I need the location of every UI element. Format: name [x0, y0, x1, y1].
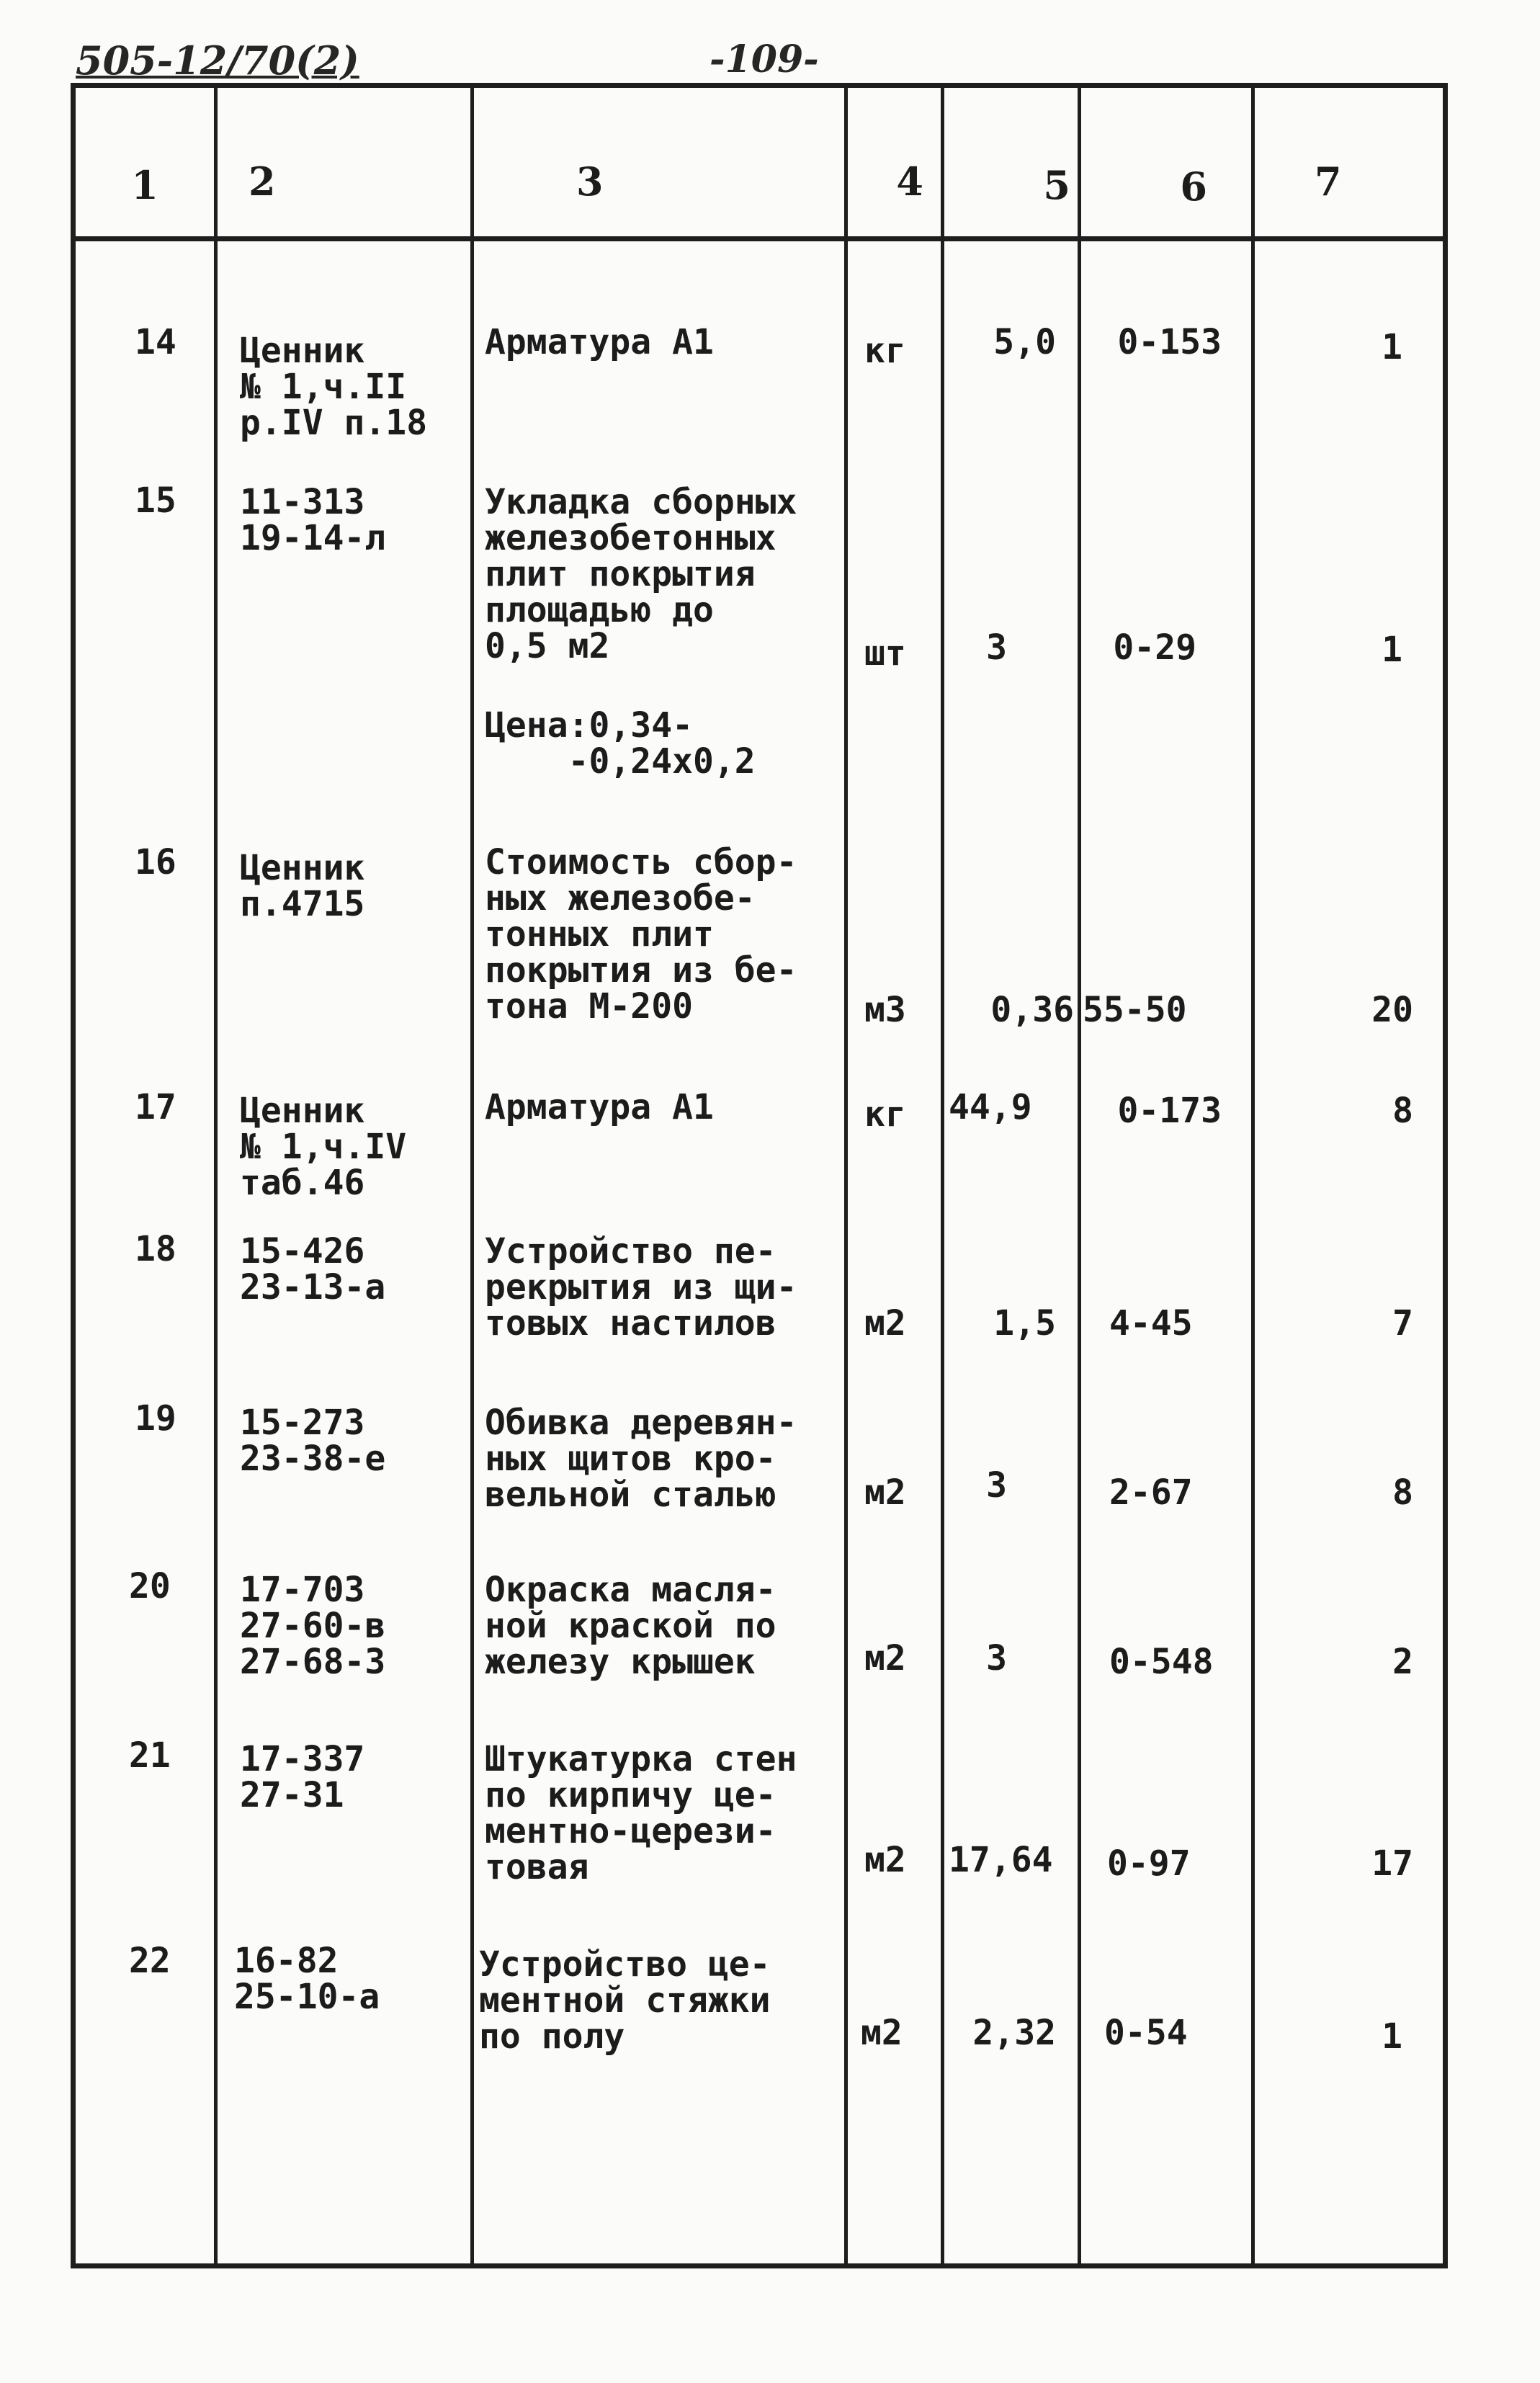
row-21-ref: 17-337 27-31	[240, 1739, 365, 1815]
row-18-price: 4-45	[1109, 1303, 1193, 1343]
row-19-qty: 3	[986, 1465, 1007, 1506]
estimate-table	[71, 83, 1448, 2268]
row-17-qty: 44,9	[949, 1087, 1032, 1127]
row-20-desc: Окраска масля- ной краской по железу крышек	[485, 1570, 776, 1682]
row-15-ref: 11-313 19-14-л	[240, 482, 386, 558]
row-15-desc: Укладка сборных железобетонных плит покрытия площадью до 0,5 м2	[485, 482, 797, 666]
row-22-unit: м2	[861, 2013, 903, 2053]
row-16-cost: 20	[1371, 990, 1413, 1030]
row-16-qty: 0,36	[990, 990, 1074, 1030]
row-18-unit: м2	[864, 1303, 906, 1343]
row-16-no: 16	[135, 842, 176, 882]
row-22-price: 0-54	[1104, 2013, 1188, 2053]
row-17-no: 17	[135, 1087, 176, 1127]
row-17-unit: кг	[864, 1094, 906, 1135]
row-14-qty: 5,0	[993, 322, 1056, 362]
col-header-4: 4	[896, 158, 923, 205]
row-17-cost: 8	[1392, 1091, 1413, 1131]
row-20-qty: 3	[986, 1638, 1007, 1678]
row-21-price: 0-97	[1107, 1843, 1191, 1884]
row-15-note: Цена:0,34- -0,24х0,2	[485, 705, 756, 782]
header-separator	[76, 236, 1443, 241]
row-21-no: 21	[129, 1735, 171, 1776]
row-17-ref: Ценник № 1,ч.IV таб.46	[240, 1091, 407, 1203]
row-18-qty: 1,5	[993, 1303, 1056, 1343]
row-14-unit: кг	[864, 331, 906, 371]
row-16-ref: Ценник п.4715	[240, 848, 365, 924]
col-divider-2	[470, 88, 474, 2263]
row-21-desc: Штукатурка стен по кирпичу це- ментно-церези- товая	[485, 1739, 797, 1887]
row-22-cost: 1	[1382, 2016, 1402, 2057]
col-header-1: 1	[131, 162, 158, 208]
row-15-cost: 1	[1382, 630, 1402, 670]
row-21-qty: 17,64	[949, 1840, 1053, 1880]
row-14-desc: Арматура А1	[485, 322, 714, 362]
row-17-price: 0-173	[1117, 1091, 1222, 1131]
row-15-no: 15	[135, 480, 176, 521]
row-22-desc: Устройство це- ментной стяжки по полу	[479, 1944, 771, 2057]
row-14-price: 0-153	[1117, 322, 1222, 362]
row-20-price: 0-548	[1109, 1642, 1214, 1682]
row-18-desc: Устройство пе- рекрытия из щи- товых настилов	[485, 1231, 797, 1343]
row-14-cost: 1	[1382, 327, 1402, 367]
row-15-price: 0-29	[1113, 627, 1196, 668]
col-header-3: 3	[576, 158, 604, 205]
row-21-unit: м2	[864, 1840, 906, 1880]
row-20-unit: м2	[864, 1638, 906, 1678]
col-divider-5	[1078, 88, 1081, 2263]
row-18-ref: 15-426 23-13-а	[240, 1231, 386, 1307]
row-19-desc: Обивка деревян- ных щитов кро- вельной сталью	[485, 1403, 797, 1515]
row-15-unit: шт	[864, 633, 906, 674]
col-header-5: 5	[1043, 162, 1070, 208]
col-divider-4	[941, 88, 944, 2263]
col-divider-6	[1251, 88, 1255, 2263]
row-14-ref: Ценник № 1,ч.II р.IV п.18	[240, 331, 428, 443]
row-18-no: 18	[135, 1229, 176, 1269]
col-divider-3	[844, 88, 848, 2263]
row-18-cost: 7	[1392, 1303, 1413, 1343]
row-22-ref: 16-82 25-10-а	[234, 1941, 380, 2017]
row-17-desc: Арматура А1	[485, 1087, 714, 1127]
page-number: -109-	[709, 37, 819, 81]
row-19-cost: 8	[1392, 1472, 1413, 1513]
col-divider-1	[214, 88, 218, 2263]
row-19-no: 19	[135, 1398, 176, 1439]
row-15-qty: 3	[986, 627, 1007, 668]
row-20-no: 20	[129, 1566, 171, 1606]
row-16-unit: м3	[864, 990, 906, 1030]
col-header-7: 7	[1315, 158, 1342, 205]
row-21-cost: 17	[1371, 1843, 1413, 1884]
document-code: 505-12/70(2)	[76, 37, 359, 84]
row-22-qty: 2,32	[972, 2013, 1056, 2053]
row-20-ref: 17-703 27-60-в 27-68-3	[240, 1570, 386, 1682]
row-19-unit: м2	[864, 1472, 906, 1513]
row-14-no: 14	[135, 322, 176, 362]
row-16-desc: Стоимость сбор- ных железобе- тонных плит покрытия из бе- тона М-200	[485, 842, 797, 1027]
row-19-ref: 15-273 23-38-е	[240, 1403, 386, 1479]
col-header-6: 6	[1180, 164, 1207, 210]
row-22-no: 22	[129, 1941, 171, 1981]
row-16-price: 55-50	[1083, 990, 1187, 1030]
row-20-cost: 2	[1392, 1642, 1413, 1682]
row-19-price: 2-67	[1109, 1472, 1193, 1513]
col-header-2: 2	[249, 158, 276, 205]
